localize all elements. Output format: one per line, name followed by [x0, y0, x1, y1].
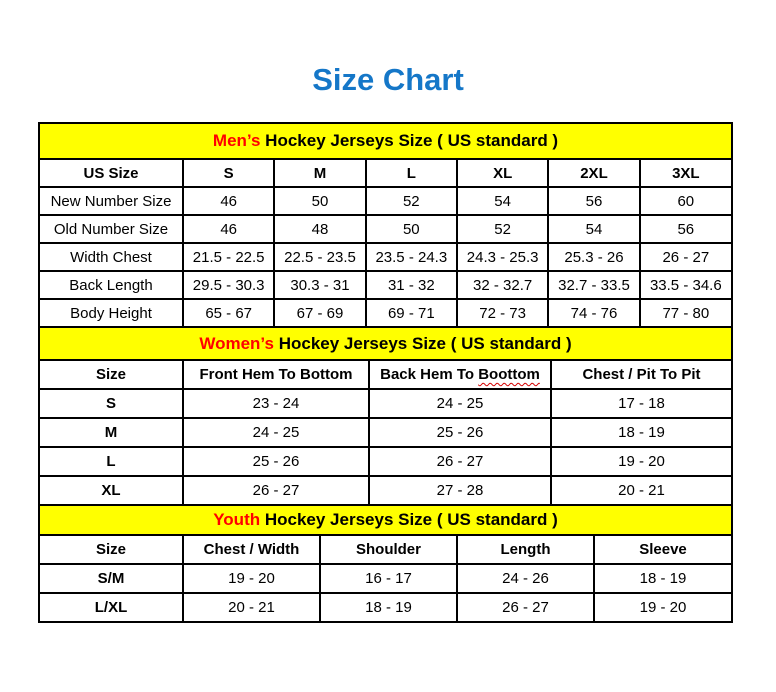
value-cell: 26 - 27 [457, 593, 594, 621]
youth-banner-highlight: Youth [213, 510, 261, 529]
value-cell: 30.3 - 31 [274, 271, 365, 299]
column-header: XL [457, 160, 548, 187]
column-header: Chest / Width [183, 536, 320, 564]
value-cell: 26 - 27 [640, 243, 731, 271]
misspelled-word: Boottom [478, 366, 540, 383]
womens-banner-rest: Hockey Jerseys Size ( US standard ) [273, 334, 572, 353]
womens-banner-highlight: Women’s [199, 334, 274, 353]
value-cell: 65 - 67 [183, 299, 274, 326]
value-cell: 32.7 - 33.5 [548, 271, 639, 299]
row-label: XL [40, 476, 183, 504]
value-cell: 24.3 - 25.3 [457, 243, 548, 271]
value-cell: 48 [274, 215, 365, 243]
column-header: S [183, 160, 274, 187]
row-label: New Number Size [40, 187, 183, 215]
value-cell: 20 - 21 [183, 593, 320, 621]
row-label: Back Length [40, 271, 183, 299]
row-label: Body Height [40, 299, 183, 326]
value-cell: 67 - 69 [274, 299, 365, 326]
womens-header-row [40, 361, 731, 389]
mens-banner-rest: Hockey Jerseys Size ( US standard ) [260, 131, 559, 150]
value-cell: 20 - 21 [551, 476, 731, 504]
value-cell: 33.5 - 34.6 [640, 271, 731, 299]
column-header-text: Back Hem To [380, 366, 479, 383]
value-cell: 18 - 19 [320, 593, 457, 621]
table-row [40, 476, 731, 504]
value-cell: 54 [457, 187, 548, 215]
value-cell: 52 [366, 187, 457, 215]
value-cell: 19 - 20 [594, 593, 731, 621]
table-row [40, 447, 731, 476]
value-cell: 26 - 27 [369, 447, 551, 476]
value-cell: 19 - 20 [183, 564, 320, 593]
table-row [40, 215, 731, 243]
value-cell: 52 [457, 215, 548, 243]
column-header: Size [40, 361, 183, 389]
table-row [40, 299, 731, 326]
column-header: Shoulder [320, 536, 457, 564]
value-cell: 29.5 - 30.3 [183, 271, 274, 299]
column-header: 3XL [640, 160, 731, 187]
value-cell: 72 - 73 [457, 299, 548, 326]
value-cell: 56 [548, 187, 639, 215]
value-cell: 54 [548, 215, 639, 243]
table-row [40, 564, 731, 593]
value-cell: 25 - 26 [183, 447, 369, 476]
womens-table [40, 361, 731, 504]
table-row [40, 243, 731, 271]
mens-header-row [40, 160, 731, 187]
column-header: Front Hem To Bottom [183, 361, 369, 389]
value-cell: 56 [640, 215, 731, 243]
value-cell: 46 [183, 215, 274, 243]
value-cell: 24 - 25 [369, 389, 551, 418]
row-label: M [40, 418, 183, 447]
value-cell: 24 - 26 [457, 564, 594, 593]
size-chart [38, 122, 733, 623]
value-cell: 46 [183, 187, 274, 215]
row-label: Width Chest [40, 243, 183, 271]
value-cell: 21.5 - 22.5 [183, 243, 274, 271]
column-header: 2XL [548, 160, 639, 187]
row-label: L [40, 447, 183, 476]
womens-banner [40, 326, 731, 361]
mens-banner-highlight: Men’s [212, 131, 261, 150]
youth-banner-rest: Hockey Jerseys Size ( US standard ) [260, 510, 558, 529]
value-cell: 50 [274, 187, 365, 215]
table-row [40, 418, 731, 447]
column-header: Length [457, 536, 594, 564]
mens-table [40, 160, 731, 326]
value-cell: 60 [640, 187, 731, 215]
page-title: Size Chart [312, 62, 464, 97]
row-label: S/M [40, 564, 183, 593]
value-cell: 50 [366, 215, 457, 243]
value-cell: 77 - 80 [640, 299, 731, 326]
value-cell: 19 - 20 [551, 447, 731, 476]
value-cell: 23.5 - 24.3 [366, 243, 457, 271]
row-label: Old Number Size [40, 215, 183, 243]
column-header: L [366, 160, 457, 187]
youth-table [40, 536, 731, 621]
value-cell: 18 - 19 [551, 418, 731, 447]
value-cell: 69 - 71 [366, 299, 457, 326]
table-row [40, 593, 731, 621]
value-cell: 31 - 32 [366, 271, 457, 299]
value-cell: 18 - 19 [594, 564, 731, 593]
value-cell: 22.5 - 23.5 [274, 243, 365, 271]
value-cell: 16 - 17 [320, 564, 457, 593]
column-header: Chest / Pit To Pit [551, 361, 731, 389]
value-cell: 27 - 28 [369, 476, 551, 504]
column-header: M [274, 160, 365, 187]
column-header: Sleeve [594, 536, 731, 564]
column-header: Size [40, 536, 183, 564]
row-label: S [40, 389, 183, 418]
youth-header-row [40, 536, 731, 564]
column-header: US Size [40, 160, 183, 187]
table-row [40, 271, 731, 299]
value-cell: 32 - 32.7 [457, 271, 548, 299]
youth-banner [40, 504, 731, 536]
column-header [369, 361, 551, 389]
value-cell: 24 - 25 [183, 418, 369, 447]
table-row [40, 389, 731, 418]
row-label: L/XL [40, 593, 183, 621]
table-row [40, 187, 731, 215]
value-cell: 25 - 26 [369, 418, 551, 447]
mens-banner [40, 124, 731, 160]
value-cell: 25.3 - 26 [548, 243, 639, 271]
value-cell: 26 - 27 [183, 476, 369, 504]
value-cell: 74 - 76 [548, 299, 639, 326]
value-cell: 23 - 24 [183, 389, 369, 418]
value-cell: 17 - 18 [551, 389, 731, 418]
